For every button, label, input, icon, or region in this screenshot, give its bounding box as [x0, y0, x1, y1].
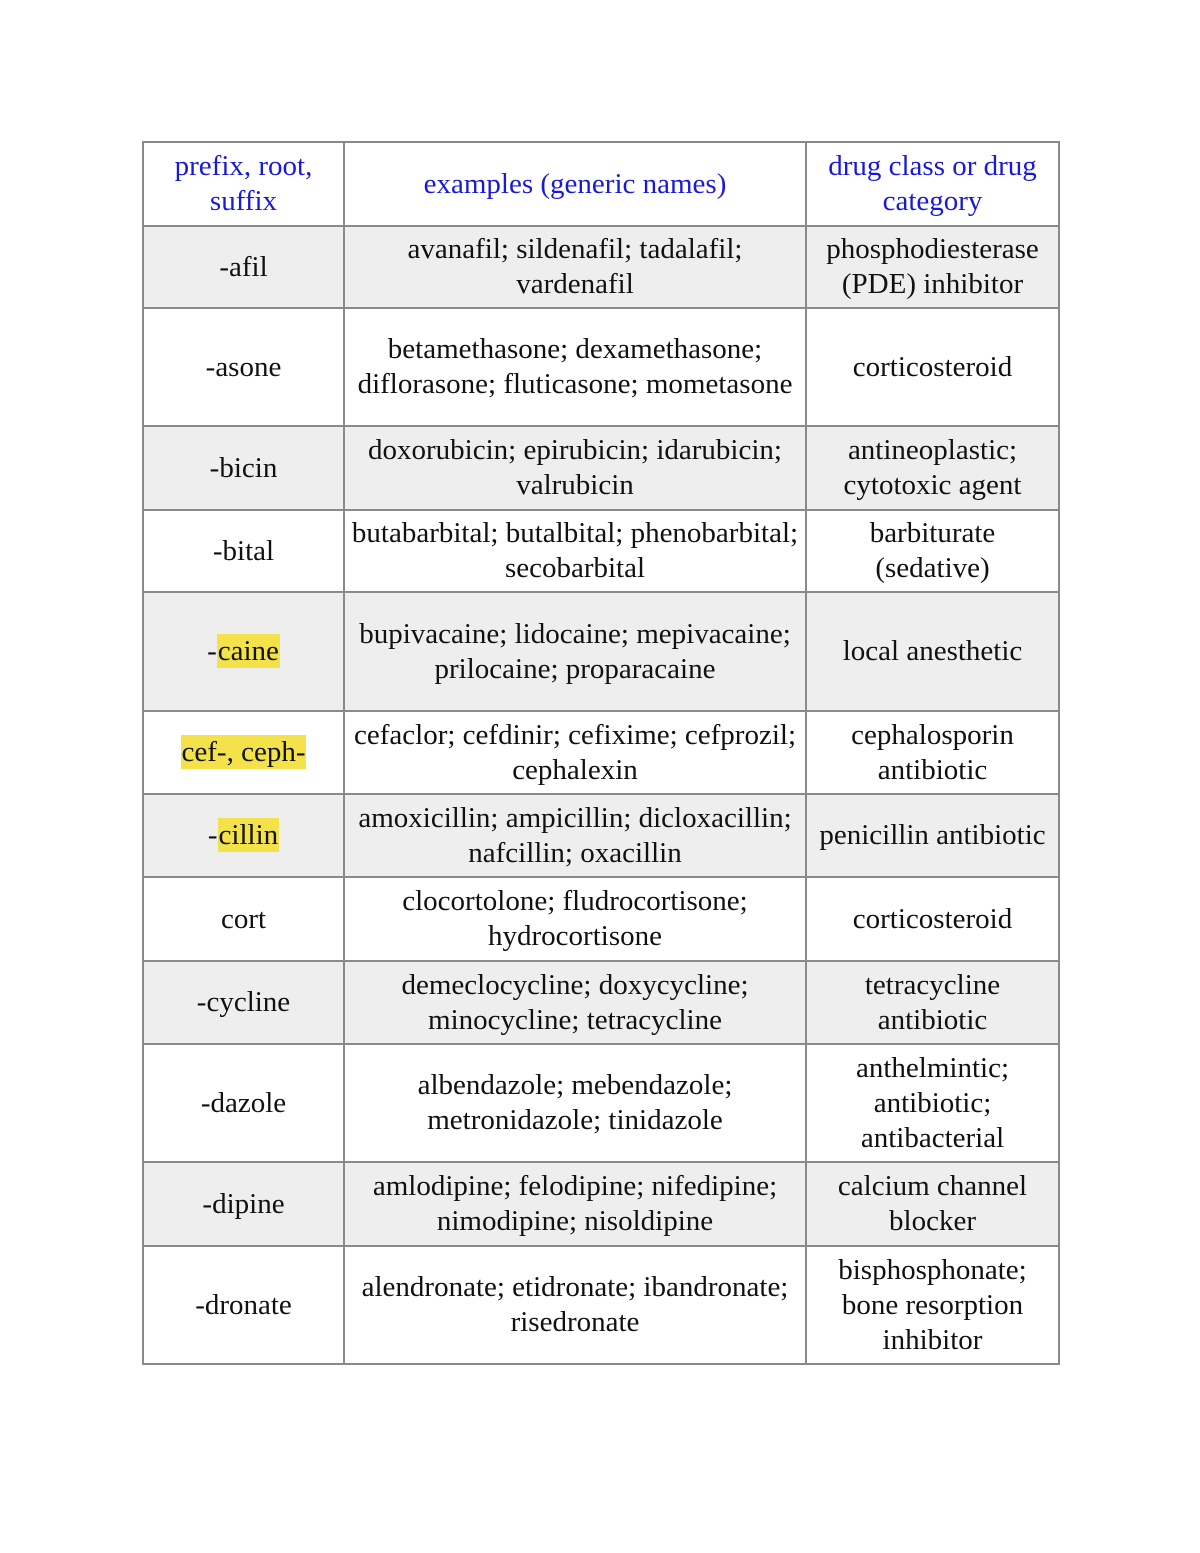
cell-prefix: -afil [143, 226, 344, 308]
cell-examples: bupivacaine; lidocaine; mepivacaine; prilocaine; proparacaine [344, 592, 806, 711]
cell-examples: amlodipine; felodipine; nifedipine; nimodipine; nisoldipine [344, 1162, 806, 1246]
cell-prefix: -bicin [143, 426, 344, 510]
header-prefix: prefix, root, suffix [143, 142, 344, 226]
cell-category: corticosteroid [806, 877, 1059, 961]
table-row [143, 961, 1059, 1044]
cell-examples: albendazole; mebendazole; metronidazole; tinidazole [344, 1044, 806, 1162]
table-row [143, 426, 1059, 510]
table-row [143, 1246, 1059, 1364]
cell-category: barbiturate (sedative) [806, 510, 1059, 592]
header-examples: examples (generic names) [344, 142, 806, 226]
cell-prefix: -dronate [143, 1246, 344, 1364]
cell-examples: betamethasone; dexamethasone; diflorasone; fluticasone; mometasone [344, 308, 806, 426]
table-row [143, 877, 1059, 961]
table-row [143, 592, 1059, 711]
cell-category: penicillin antibiotic [806, 794, 1059, 877]
prefix-dash: - [207, 819, 218, 851]
cell-category: antineoplastic; cytotoxic agent [806, 426, 1059, 510]
table-row [143, 1044, 1059, 1162]
header-category: drug class or drug category [806, 142, 1059, 226]
cell-examples: demeclocycline; doxycycline; minocycline; tetracycline [344, 961, 806, 1044]
table-row [143, 1162, 1059, 1246]
table-row [143, 308, 1059, 426]
cell-category: bisphosphonate; bone resorption inhibitor [806, 1246, 1059, 1364]
cell-prefix: -asone [143, 308, 344, 426]
cell-prefix: cort [143, 877, 344, 961]
cell-prefix [143, 711, 344, 794]
cell-prefix: -cycline [143, 961, 344, 1044]
cell-examples: clocortolone; fludrocortisone; hydrocortisone [344, 877, 806, 961]
drug-stem-table [142, 141, 1060, 1365]
cell-prefix: -bital [143, 510, 344, 592]
cell-examples: cefaclor; cefdinir; cefixime; cefprozil; cephalexin [344, 711, 806, 794]
table-row [143, 510, 1059, 592]
cell-category: cephalosporin antibiotic [806, 711, 1059, 794]
cell-examples: alendronate; etidronate; ibandronate; risedronate [344, 1246, 806, 1364]
highlighted-stem: caine [217, 635, 279, 667]
prefix-dash: - [207, 635, 217, 667]
cell-category: corticosteroid [806, 308, 1059, 426]
cell-prefix [143, 592, 344, 711]
table-row [143, 711, 1059, 794]
cell-prefix: -dipine [143, 1162, 344, 1246]
cell-examples: butabarbital; butalbital; phenobarbital; secobarbital [344, 510, 806, 592]
cell-category: phosphodiesterase (PDE) inhibitor [806, 226, 1059, 308]
cell-category: local anesthetic [806, 592, 1059, 711]
table-row [143, 226, 1059, 308]
cell-category: calcium channel blocker [806, 1162, 1059, 1246]
highlighted-stem: cillin [218, 819, 279, 851]
highlighted-stem: cef-, ceph- [181, 736, 306, 768]
cell-examples: avanafil; sildenafil; tadalafil; vardenafil [344, 226, 806, 308]
cell-category: anthelmintic; antibiotic; antibacterial [806, 1044, 1059, 1162]
cell-prefix [143, 794, 344, 877]
header-row [143, 142, 1059, 226]
table-body [143, 226, 1059, 1364]
cell-prefix: -dazole [143, 1044, 344, 1162]
cell-examples: amoxicillin; ampicillin; dicloxacillin; nafcillin; oxacillin [344, 794, 806, 877]
table-row [143, 794, 1059, 877]
cell-category: tetracycline antibiotic [806, 961, 1059, 1044]
cell-examples: doxorubicin; epirubicin; idarubicin; valrubicin [344, 426, 806, 510]
